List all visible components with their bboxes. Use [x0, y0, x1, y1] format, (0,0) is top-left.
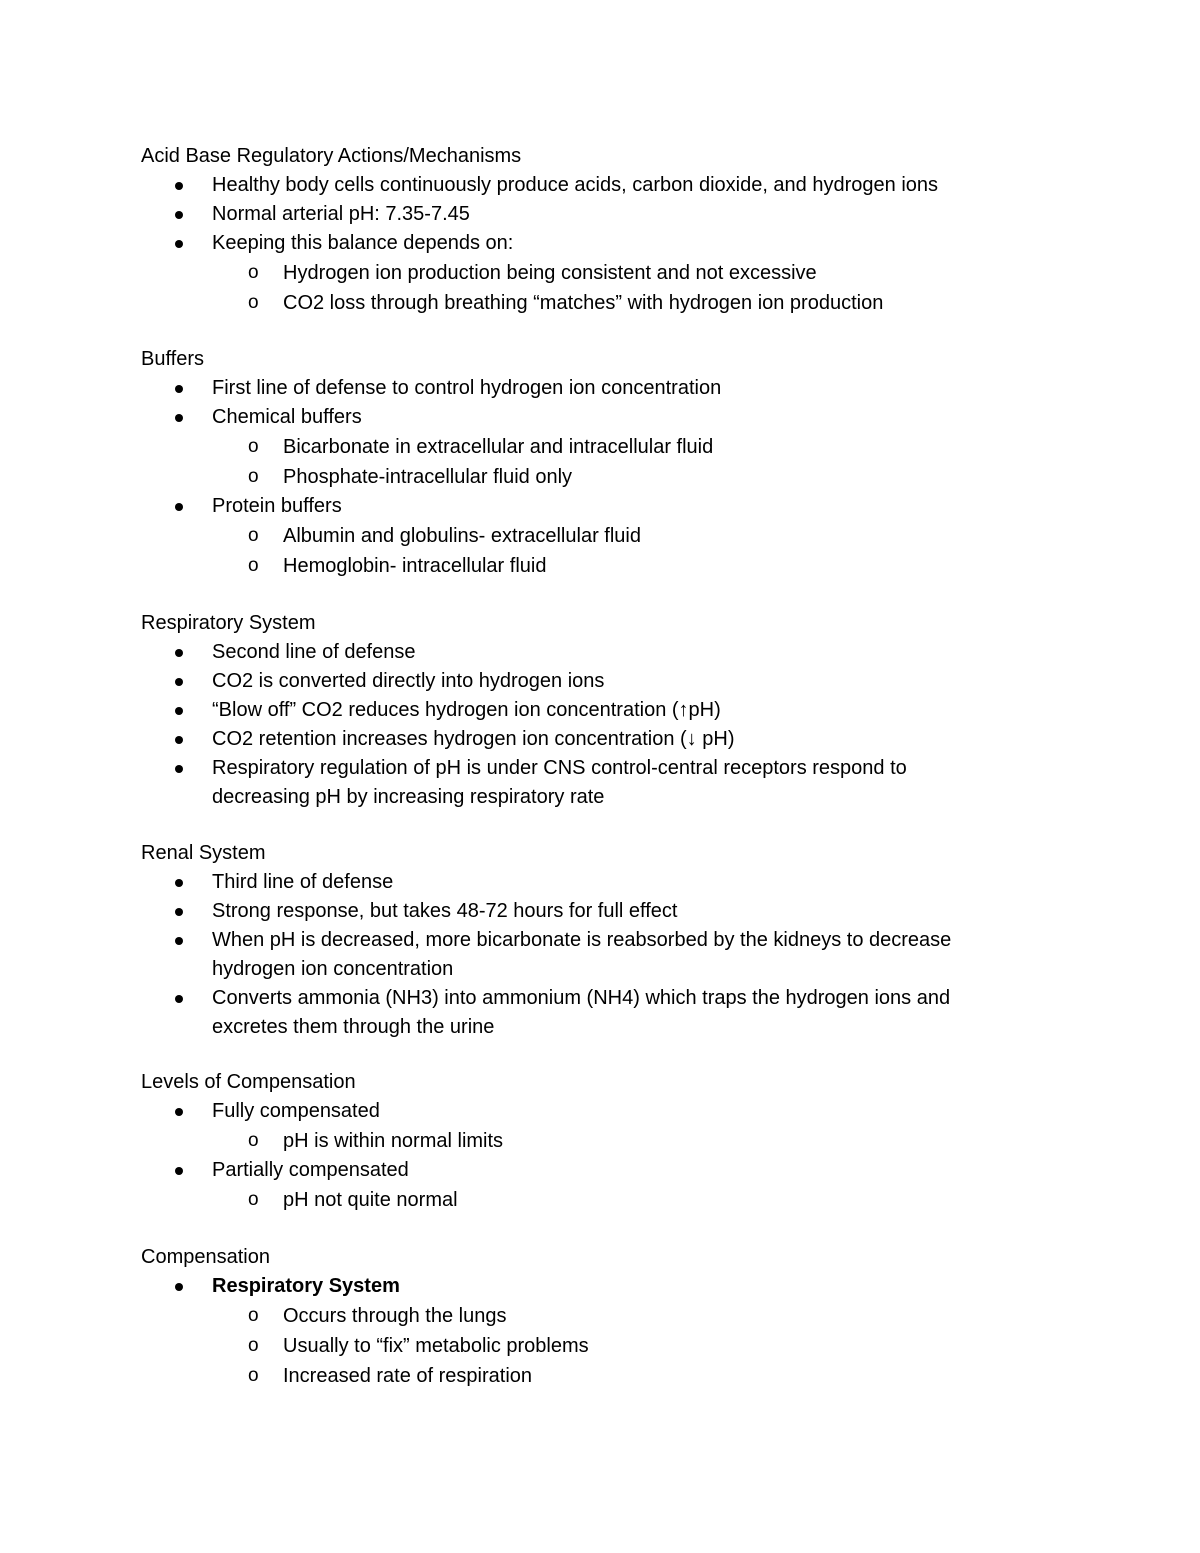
section-heading: Acid Base Regulatory Actions/Mechanisms	[141, 145, 522, 167]
sub-list-item	[212, 1331, 1041, 1361]
section-renal-system	[141, 839, 1041, 1042]
list-item-text: “Blow off” CO2 reduces hydrogen ion concentration (↑pH)	[212, 699, 721, 721]
list-item	[141, 229, 1041, 318]
list-item	[141, 696, 1041, 725]
list-item	[141, 171, 1041, 200]
sub-list	[212, 1126, 1041, 1156]
list-item	[141, 374, 1041, 403]
section-acid-base	[141, 142, 1041, 318]
circle-marker: o	[248, 1305, 259, 1326]
bullet-marker	[175, 1167, 183, 1175]
section-levels-of-compensation	[141, 1068, 1041, 1215]
list-item	[141, 897, 1041, 926]
sub-list-item	[212, 432, 1041, 462]
list-item	[141, 492, 1041, 581]
sub-list-item	[212, 258, 1041, 288]
list-item-text: Converts ammonia (NH3) into ammonium (NH4) which traps the hydrogen ions and excretes them through the urine	[212, 987, 951, 1038]
bullet-marker	[175, 908, 183, 916]
sub-list-item	[212, 288, 1041, 318]
list-item	[141, 1156, 1041, 1215]
sub-list-item-text: pH is within normal limits	[283, 1130, 504, 1152]
bullet-list	[141, 171, 1041, 318]
list-item	[141, 868, 1041, 897]
sub-list-item-text: CO2 loss through breathing “matches” with hydrogen ion production	[283, 292, 884, 314]
list-item	[141, 403, 1041, 492]
sub-list	[212, 432, 1041, 492]
bullet-list	[141, 1272, 1041, 1391]
list-item	[141, 200, 1041, 229]
section-buffers	[141, 345, 1041, 581]
list-item-text: Chemical buffers	[212, 406, 362, 428]
sub-list-item-text: Albumin and globulins- extracellular fluid	[283, 525, 641, 547]
list-item-text: Protein buffers	[212, 495, 342, 517]
sub-list-item-text: Hydrogen ion production being consistent and not excessive	[283, 262, 817, 284]
bullet-list	[141, 638, 1041, 812]
list-item	[141, 1272, 1041, 1391]
section-heading: Levels of Compensation	[141, 1071, 356, 1093]
circle-marker: o	[248, 1365, 259, 1386]
section-respiratory-system	[141, 609, 1041, 812]
bullet-marker	[175, 211, 183, 219]
circle-marker: o	[248, 1189, 259, 1210]
circle-marker: o	[248, 1130, 259, 1151]
circle-marker: o	[248, 466, 259, 487]
list-item-text: When pH is decreased, more bicarbonate is reabsorbed by the kidneys to decrease hydrogen ion concentration	[212, 929, 952, 980]
bullet-list	[141, 1097, 1041, 1215]
bullet-marker	[175, 937, 183, 945]
sub-list	[212, 1185, 1041, 1215]
bullet-marker	[175, 678, 183, 686]
section-heading: Compensation	[141, 1246, 270, 1268]
circle-marker: o	[248, 525, 259, 546]
bullet-marker	[175, 1108, 183, 1116]
circle-marker: o	[248, 1335, 259, 1356]
list-item	[141, 725, 1041, 754]
bullet-marker	[175, 385, 183, 393]
list-item-text: Strong response, but takes 48-72 hours for full effect	[212, 900, 678, 922]
list-item-text: Third line of defense	[212, 871, 394, 893]
list-item-text: Respiratory System	[212, 1275, 400, 1297]
section-heading: Buffers	[141, 348, 204, 370]
sub-list-item-text: Usually to “fix” metabolic problems	[283, 1335, 589, 1357]
circle-marker: o	[248, 262, 259, 283]
bullet-marker	[175, 503, 183, 511]
sub-list-item-text: Hemoglobin- intracellular fluid	[283, 555, 547, 577]
bullet-marker	[175, 182, 183, 190]
list-item-text: CO2 is converted directly into hydrogen ions	[212, 670, 605, 692]
bullet-marker	[175, 240, 183, 248]
bullet-marker	[175, 707, 183, 715]
bullet-list	[141, 868, 1041, 1042]
sub-list-item	[212, 462, 1041, 492]
bullet-marker	[175, 995, 183, 1003]
sub-list-item-text: Bicarbonate in extracellular and intracellular fluid	[283, 436, 714, 458]
list-item	[141, 984, 1012, 1042]
bullet-marker	[175, 1283, 183, 1291]
sub-list-item-text: Phosphate-intracellular fluid only	[283, 466, 573, 488]
circle-marker: o	[248, 436, 259, 457]
sub-list-item	[212, 551, 1041, 581]
list-item-text: Partially compensated	[212, 1159, 409, 1181]
section-heading: Respiratory System	[141, 612, 316, 634]
sub-list	[212, 258, 1041, 318]
sub-list-item	[212, 1126, 1041, 1156]
list-item-text: Healthy body cells continuously produce acids, carbon dioxide, and hydrogen ions	[212, 174, 939, 196]
sub-list-item-text: Increased rate of respiration	[283, 1365, 533, 1387]
sub-list-item-text: Occurs through the lungs	[283, 1305, 507, 1327]
sub-list-item	[212, 1185, 1041, 1215]
circle-marker: o	[248, 292, 259, 313]
list-item-text: First line of defense to control hydrogen ion concentration	[212, 377, 722, 399]
list-item-text: Normal arterial pH: 7.35-7.45	[212, 203, 470, 225]
list-item	[141, 926, 1002, 984]
list-item	[141, 638, 1041, 667]
bullet-marker	[175, 649, 183, 657]
list-item	[141, 754, 972, 812]
sub-list-item	[212, 1361, 1041, 1391]
sub-list	[212, 521, 1041, 581]
bullet-marker	[175, 414, 183, 422]
list-item-text: Fully compensated	[212, 1100, 380, 1122]
list-item-text: Second line of defense	[212, 641, 416, 663]
circle-marker: o	[248, 555, 259, 576]
sub-list-item	[212, 1301, 1041, 1331]
list-item-text: CO2 retention increases hydrogen ion concentration (↓ pH)	[212, 728, 735, 750]
bullet-marker	[175, 736, 183, 744]
sub-list	[212, 1301, 1041, 1391]
list-item	[141, 667, 1041, 696]
sub-list-item	[212, 521, 1041, 551]
section-compensation	[141, 1243, 1041, 1391]
section-heading: Renal System	[141, 842, 266, 864]
bullet-marker	[175, 879, 183, 887]
list-item-text: Respiratory regulation of pH is under CNS control-central receptors respond to decreasing pH by increasing respiratory rate	[212, 757, 907, 808]
sub-list-item-text: pH not quite normal	[283, 1189, 458, 1211]
bullet-marker	[175, 765, 183, 773]
bullet-list	[141, 374, 1041, 581]
list-item	[141, 1097, 1041, 1156]
list-item-text: Keeping this balance depends on:	[212, 232, 514, 254]
